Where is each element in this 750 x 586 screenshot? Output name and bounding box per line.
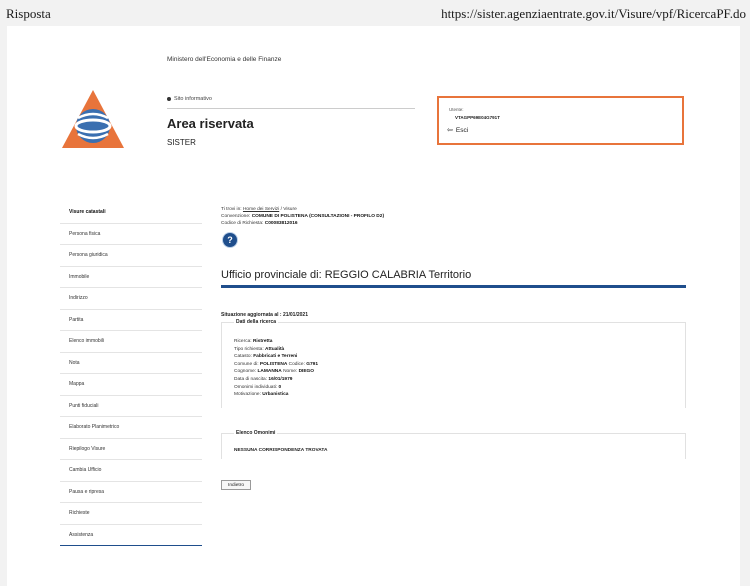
- comune-row: [234, 361, 318, 369]
- tipo-richiesta-value: Attualità: [265, 346, 285, 352]
- nome-label: Nome:: [283, 369, 298, 375]
- sidebar-item-persona-fisica[interactable]: Persona fisica: [60, 224, 202, 246]
- elenco-omonimi-panel: [221, 430, 686, 459]
- sidebar-item-elaborato-planimetrico[interactable]: Elaborato Planimetrico: [60, 417, 202, 439]
- codice-comune-label: Codice:: [288, 361, 305, 367]
- elenco-omonimi-title: Elenco Omonimi: [236, 430, 276, 436]
- data-nascita-value: 16/01/1979: [268, 376, 293, 382]
- dati-ricerca-list: [234, 338, 318, 399]
- breadcrumb-separator: /: [279, 207, 284, 212]
- motivazione-row: [234, 391, 318, 399]
- sidebar-item-partita[interactable]: Partita: [60, 310, 202, 332]
- user-label: Utente:: [449, 107, 464, 112]
- comune-label: Comune di:: [234, 361, 259, 367]
- comune-value: POLISTENA: [259, 361, 288, 367]
- sidebar-item-punti-fiduciali[interactable]: Punti fiduciali: [60, 396, 202, 418]
- sidebar-item-persona-giuridica[interactable]: Persona giuridica: [60, 245, 202, 267]
- sister-label: SISTER: [167, 138, 196, 147]
- user-code: VTAGPP69E04G791T: [455, 115, 500, 120]
- data-nascita-row: [234, 376, 318, 384]
- cognome-value: LAMANNA: [257, 369, 282, 375]
- sidebar-item-elenco-immobili[interactable]: Elenco immobili: [60, 331, 202, 353]
- breadcrumb-line: [221, 206, 384, 213]
- page-title: Area riservata: [167, 116, 254, 131]
- catasto-row: [234, 353, 318, 361]
- omonimi-row: [234, 384, 318, 392]
- logout-label: Esci: [455, 127, 469, 134]
- codice-richiesta-value: C00083812016: [264, 221, 298, 226]
- user-box: [437, 96, 684, 145]
- logout-icon: ⇦: [447, 127, 453, 134]
- sidebar-item-pausa-ripresa[interactable]: Pausa e ripresa: [60, 482, 202, 504]
- nome-value: DIEGO: [298, 369, 315, 375]
- catasto-label: Catasto:: [234, 354, 252, 360]
- url-text: https://sister.agenziaentrate.gov.it/Visure/vpf/RicercaPF.do: [441, 6, 746, 21]
- ministero-label: Ministero dell'Economia e delle Finanze: [167, 56, 282, 63]
- motivazione-value: Urbanistica: [262, 392, 289, 398]
- convenzione-line: [221, 213, 384, 220]
- sidebar-item-immobile[interactable]: Immobile: [60, 267, 202, 289]
- codice-richiesta-label: Codice di Richiesta:: [221, 221, 264, 226]
- ufficio-title: Ufficio provinciale di: REGGIO CALABRIA Territorio: [221, 269, 472, 281]
- convenzione-value: COMUNE DI POLISTENA (CONSULTAZIONI - PROFILO D2): [251, 214, 385, 219]
- sidebar-item-indirizzo[interactable]: Indirizzo: [60, 288, 202, 310]
- omonimi-label: Omonimi individuati:: [234, 384, 278, 390]
- logout-button[interactable]: [447, 126, 468, 134]
- sito-informativo-link[interactable]: [167, 96, 212, 102]
- cognome-row: [234, 368, 318, 376]
- breadcrumb-home-link[interactable]: Home dei Servizi: [242, 207, 280, 212]
- indietro-button[interactable]: Indietro: [221, 480, 251, 490]
- data-nascita-label: Data di nascita:: [234, 376, 268, 382]
- divider: [167, 108, 415, 109]
- agenzia-entrate-logo: [60, 88, 126, 150]
- convenzione-label: Convenzione:: [221, 214, 251, 219]
- omonimi-value: 0: [278, 384, 282, 390]
- tipo-richiesta-row: [234, 346, 318, 354]
- breadcrumb-prefix: Ti trovi in:: [221, 207, 242, 212]
- sidebar-item-cambia-ufficio[interactable]: Cambia Ufficio: [60, 460, 202, 482]
- dati-ricerca-panel: [221, 319, 686, 408]
- codice-richiesta-line: [221, 220, 384, 227]
- motivazione-label: Motivazione:: [234, 392, 261, 398]
- sidebar-item-visure-catastali[interactable]: Visure catastali: [60, 202, 202, 224]
- sito-informativo-label: Sito informativo: [174, 96, 212, 102]
- cognome-label: Cognome:: [234, 369, 257, 375]
- sidebar-item-mappa[interactable]: Mappa: [60, 374, 202, 396]
- page-sheet: [7, 26, 740, 586]
- no-results-message: NESSUNA CORRISPONDENZA TROVATA: [234, 448, 328, 453]
- situazione-aggiornata: Situazione aggiornata al : 21/01/2021: [221, 312, 308, 318]
- sidebar-item-assistenza[interactable]: Assistenza: [60, 525, 202, 547]
- tipo-richiesta-label: Tipo richiesta:: [234, 346, 264, 352]
- catasto-value: Fabbricati e Terreni: [253, 354, 298, 360]
- sidebar-item-riepilogo-visure[interactable]: Riepilogo Visure: [60, 439, 202, 461]
- ricerca-row: [234, 338, 318, 346]
- sidebar-item-richieste[interactable]: Richieste: [60, 503, 202, 525]
- browser-bar: [0, 0, 750, 26]
- sidebar: [60, 202, 202, 546]
- bullet-icon: [167, 97, 171, 101]
- sidebar-item-nota[interactable]: Nota: [60, 353, 202, 375]
- window-title: Risposta: [6, 6, 51, 21]
- codice-comune-value: G791: [306, 361, 319, 367]
- breadcrumb: [221, 206, 384, 227]
- ricerca-label: Ricerca:: [234, 339, 252, 344]
- help-icon[interactable]: ?: [223, 233, 237, 247]
- dati-ricerca-title: Dati della ricerca: [236, 319, 277, 325]
- breadcrumb-current: Visure: [283, 207, 297, 212]
- ricerca-value: Ristretta: [252, 339, 273, 344]
- title-underline: [221, 285, 686, 288]
